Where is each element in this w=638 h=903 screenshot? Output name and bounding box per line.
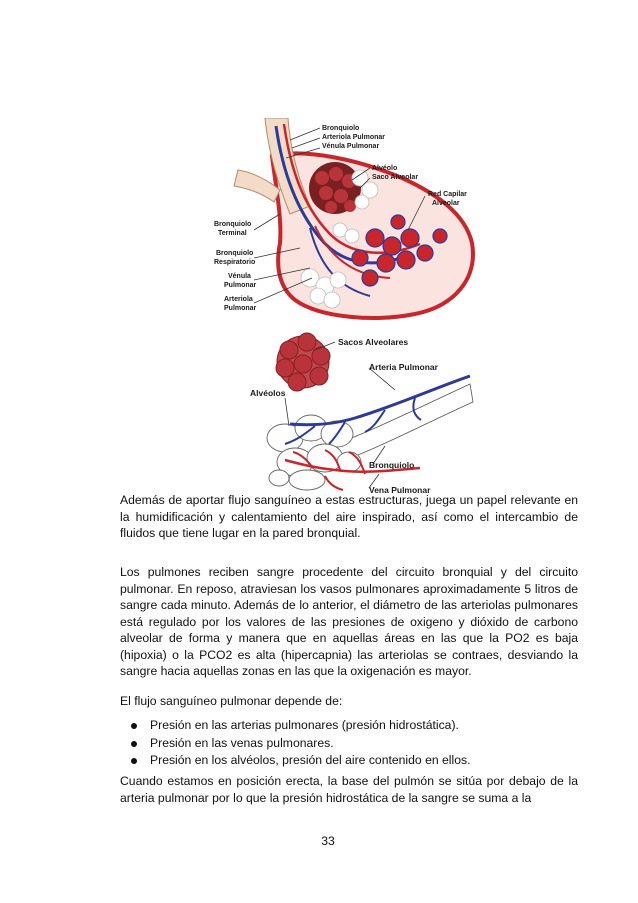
label-red-capilar: Red Capilar — [428, 191, 467, 198]
paragraph-2-text: Los pulmones reciben sangre procedente del circuito bronquial y del circuito pulmonar. En reposo, atraviesan los vasos pulmonares aproximadamente 5 litros de sangre cada minuto. Además de lo anterior, el diámetro de las arteriolas pulmonares está regulado por los valores de las presiones de oxigeno y dióxido de carbono alveolar de forma y manera que en aquellas áreas en las que la PO2 es baja (hipoxia) o la PCO2 es alta (hipercapnia) las arteriolas se contraes, desviando la sangre hacia aquellas zonas en las que la oxigenación es mayor. — [120, 565, 578, 678]
label-venula-pulmonar: Vénula Pulmonar — [322, 143, 380, 150]
label-bronquiolo-terminal: Bronquiolo — [214, 221, 252, 228]
bullet-icon — [131, 741, 137, 747]
paragraph-3-text: El flujo sanguíneo pulmonar depende de: — [120, 694, 343, 708]
bullet-icon — [131, 723, 137, 729]
label-arteriola: Arteriola — [224, 296, 253, 303]
label-bronquiolo-respiratorio: Bronquiolo — [216, 250, 254, 257]
label-alveolos: Alvéolos — [250, 388, 286, 398]
list-item-text: Presión en las venas pulmonares. — [150, 735, 334, 750]
label-sacos-alveolares: Sacos Alveolares — [338, 337, 409, 347]
label-arteriola-pulmonar-2: Pulmonar — [224, 305, 257, 312]
label-red-capilar-alveolar: Alveolar — [432, 200, 460, 207]
lung-anatomy-figure — [210, 118, 510, 328]
list-item — [120, 752, 580, 770]
label-vena-pulmonar: Vena Pulmonar — [369, 485, 431, 495]
label-respiratorio: Respiratorio — [214, 259, 256, 266]
bullet-list — [120, 717, 580, 770]
label-alveolo: Alvéolo — [372, 165, 398, 172]
label-terminal: Terminal — [218, 230, 247, 237]
list-item-text: Presión en los alvéolos, presión del aire contenido en ellos. — [150, 753, 471, 767]
alveolar-sacs-figure — [245, 328, 475, 498]
list-item-text: Presión en las arterias pulmonares (presión hidrostática). — [150, 718, 459, 732]
paragraph-2 — [120, 564, 578, 680]
paragraph-4-text: Cuando estamos en posición erecta, la base del pulmón se sitúa por debajo de la arteria pulmonar por lo que la presión hidrostática de la sangre se suma a la — [120, 774, 578, 805]
label-bronquiolo-bottom: Bronquiolo — [369, 460, 415, 470]
paragraph-1 — [120, 492, 578, 542]
paragraph-4 — [120, 773, 578, 806]
paragraph-3 — [120, 693, 578, 710]
list-item — [120, 717, 580, 735]
label-arteriola-pulmonar: Arteriola Pulmonar — [322, 134, 386, 141]
label-bronquiolo: Bronquiolo — [322, 125, 360, 132]
list-item — [120, 735, 580, 753]
label-saco-alveolar: Saco Alveolar — [372, 174, 419, 181]
paragraph-1-text: Además de aportar flujo sanguíneo a estas estructuras, juega un papel relevante en la humidificación y calentamiento del aire inspirado, así como el intercambio de fluidos que tiene lugar en la pared bronquial. — [120, 493, 578, 540]
page-number: 33 — [321, 834, 335, 848]
label-arteria-pulmonar: Arteria Pulmonar — [369, 362, 438, 372]
label-venula: Vénula — [228, 273, 251, 280]
bullet-icon — [131, 758, 137, 764]
label-venula-pulmonar-2: Pulmonar — [224, 282, 257, 289]
